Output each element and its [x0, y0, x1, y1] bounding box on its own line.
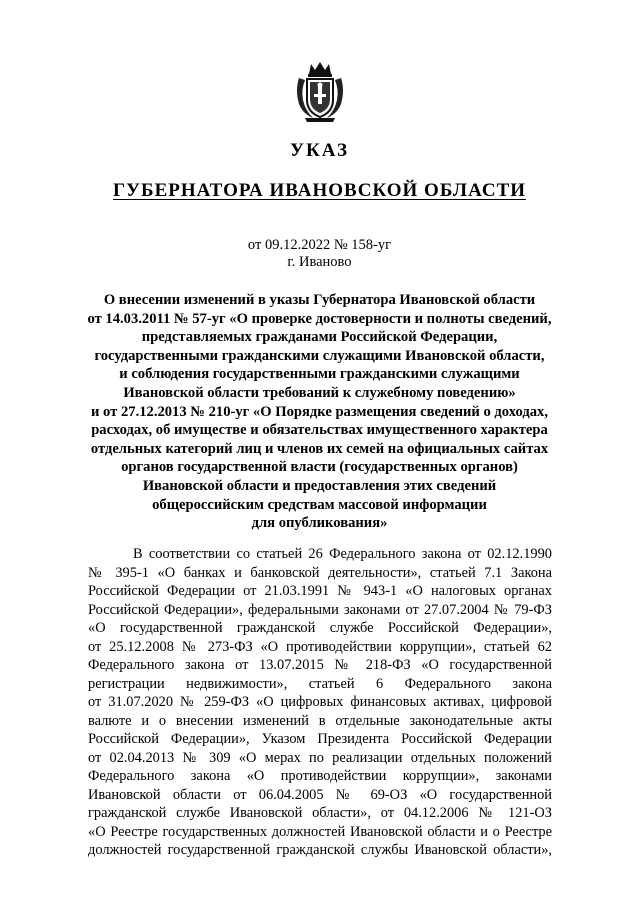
heading-line: представляемых гражданами Российской Федерации, — [141, 329, 498, 346]
heading-line: отдельных категорий лиц и членов их семей на официальных сайтах — [90, 440, 549, 457]
decree-city: г. Иваново — [287, 254, 352, 270]
heading-line: и соблюдения государственными гражданскими служащими — [119, 366, 520, 383]
body-line: № 395-1 «О банках и банковской деятельности», статьей 7.1 Закона — [88, 564, 552, 581]
body-line: от 31.07.2020 № 259-ФЗ «О цифровых финансовых активах, цифровой — [88, 694, 552, 710]
heading-line: и от 27.12.2013 № 210-уг «О Порядке размещения сведений о доходах, — [91, 403, 548, 420]
body-line: валюте и о внесении изменений в отдельные законодательные акты — [88, 712, 552, 729]
issuer-title: ГУБЕРНАТОРА ИВАНОВСКОЙ ОБЛАСТИ — [112, 180, 527, 201]
heading-line: от 14.03.2011 № 57-уг «О проверке достоверности и полноты сведений, — [87, 310, 552, 327]
coat-of-arms-icon — [293, 60, 347, 124]
heading-line: для опубликования» — [251, 515, 388, 532]
body-line: Федерального закона от 13.07.2015 № 218-ФЗ «О государственной — [88, 657, 552, 673]
heading-line: органов государственной власти (государственных органов) — [121, 459, 518, 476]
heading-line: общероссийским средствам массовой информации — [152, 496, 487, 513]
decree-body-paragraph — [88, 545, 552, 860]
body-line: Федерального закона «О противодействии коррупции», законами — [88, 768, 552, 784]
heading-line: расходах, об имуществе и обязательствах имущественного характера — [91, 422, 548, 439]
body-line: Российской Федерации», федеральными законами от 27.07.2004 № 79-ФЗ — [88, 601, 552, 618]
document-type-title: УКАЗ — [290, 140, 349, 161]
heading-line: государственными гражданскими служащими Ивановской области, — [94, 347, 545, 364]
body-line: «О Реестре государственных должностей Ивановской области и о Реестре — [88, 823, 552, 840]
decree-date-number: от 09.12.2022 № 158-уг — [247, 237, 392, 253]
decree-heading — [80, 291, 559, 533]
body-line: должностей государственной гражданской службы Ивановской области», — [88, 842, 552, 858]
body-line: регистрации недвижимости», статьей 6 Федерального закона — [88, 675, 552, 692]
body-line: В соответствии со статьей 26 Федерального закона от 02.12.1990 — [133, 546, 552, 562]
body-line: «О государственной гражданской службе Российской Федерации», — [88, 620, 552, 636]
body-line: Ивановской области от 06.04.2005 № 69-ОЗ «О государственной — [88, 786, 552, 803]
body-line: от 02.04.2013 № 309 «О мерах по реализации отдельных положений — [88, 749, 552, 766]
body-line: Российской Федерации», Указом Президента Российской Федерации — [88, 731, 552, 747]
heading-line: Ивановской области требований к служебному поведению» — [123, 384, 516, 401]
heading-line: Ивановской области и предоставления этих сведений — [142, 477, 497, 494]
body-line: гражданской службе Ивановской области», от 04.12.2006 № 121-ОЗ — [88, 805, 552, 821]
body-line: от 25.12.2008 № 273-ФЗ «О противодействии коррупции», статьей 62 — [88, 638, 552, 655]
body-line: Российской Федерации от 21.03.1991 № 943-1 «О налоговых органах — [88, 583, 552, 599]
heading-line: О внесении изменений в указы Губернатора Ивановской области — [103, 292, 536, 308]
